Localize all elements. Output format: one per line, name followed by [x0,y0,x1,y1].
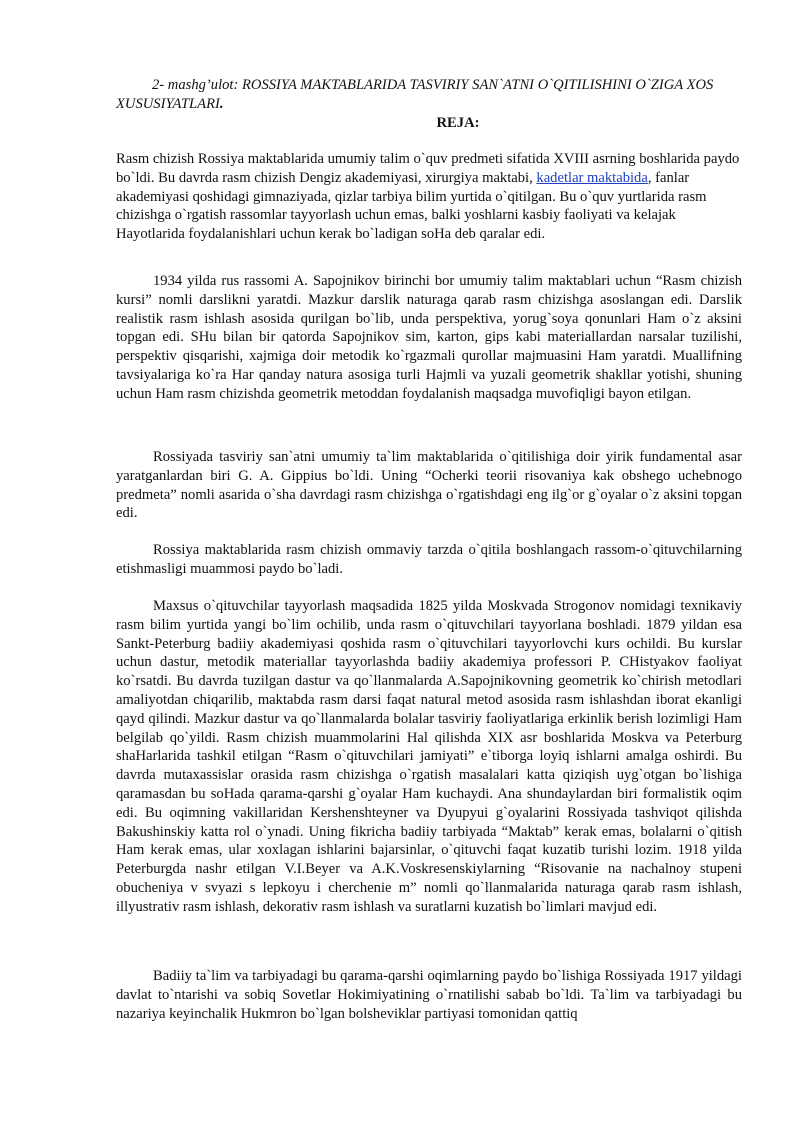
paragraph-1-end: , fanlar akademiyasi qoshidagi gimnaziyada, qizlar tarbiya bilim yurtida o`qitilgan. Bu o`quv yurtlarida rasm chizishga o`rgatish rassomlar tayyorlash uchun emas, balki yoshlarni kasbiy faoliyati va kelajak Hayotlarida foydalanishlari uchun kerak bo`ladigan soHa deb qaralar edi. [116,169,707,243]
paragraph-2: 1934 yilda rus rassomi A. Sapojnikov birinchi bor umumiy talim maktablari uchun “Rasm chizish kursi” nomli darslikni yaratdi. Mazkur darslik naturaga qarab rasm chizishga asoslangan edi. Darslik realistik rasm ishlash asosida qurilgan bo`lib, unda perspektiva, yorug`soya qonunlari Ham o`z aksini topgan edi. SHu bilan bir qatorda Sapojnikov sim, karton, gips kabi materiallardan narsalar tuzilishi, perspektiv qisqarishi, xajmiga doir metodik ko`rgazmali qurollar majmuasini Ham yaratdi. Muallifning tavsiyalariga ko`ra Har qanday natura asosiga turli Hajmli va yuzali geometrik shakllar yotishi, shuning uchun Ham rasm chizishda geometrik metoddan foydalanish maqsadga muvofiqligi bayon etilgan. [116,273,742,402]
lesson-title-text: 2- mashg’ulot: ROSSIYA MAKTABLARIDA TASVIRIY SAN`ATNI O`QITILISHINI O`ZIGA XOS XUSUSIYATLARI [116,77,714,112]
lesson-title-period: . [219,95,224,112]
paragraph-5: Maxsus o`qituvchilar tayyorlash maqsadida 1825 yilda Moskvada Strogonov nomidagi texnikaviy rasm bilim yurtida yangi bo`lim ochilib, unda rasm o`qituvchilari tayyorlana boshladi. 1879 yildan esa Sankt-Peterburg badiiy akademiyasi qoshida rasm o`qituvchilari tayyorlovchi kurs ochildi. Bu kurslar uchun dastur, metodik materiallar tayyorlashda badiiy akademiya professori P. CHistyakov faoliyat ko`rsatdi. Bu davrda tuzilgan dastur va qo`llanmalarda A.Sapojnikovning geometrik ko`chirish metodlari amaliyotdan chiqarilib, maktabda rasm darsi faqat natural metod asosida rasm ishlashdan iborat ekanligi qayd qilindi. Mazkur dastur va qo`llanmalarda bolalar tasviriy faoliyatlariga erkinlik berish lozimligi Ham belgilab qo`yildi. Rasm chizish muammolarini Hal qilishda XIX asr boshlarida Moskva va Peterburg shaHarlarida tashkil etilgan “Rasm o`qituvchilari jamiyati” e`tiborga loyiq ishlarni amalga oshirdi. Bu davrda mutaxassislar orasida rasm chizishga o`rgatish masalalari katta qiziqish uyg`otgan bo`lishiga qaramasdan bu soHada qarama-qarshi g`oyalar Ham kuchaydi. Ana shundaylardan biri formalistik oqim edi. Bu oqimning vakillaridan Kershenshteyner va Dyupyui g`oyalarini Rossiyada tashviqot qilishda Bakushinskiy katta rol o`ynadi. Uning fikricha badiiy tarbiyada “Maktab” kerak emas, bolalarni o`qitish Ham kerak emas, ular xoxlagan ishlarini bajarsinlar, o`qituvchi faqat kuzatib turishi lozim. 1918 yilda Peterburgda nashr etilgan V.I.Beyer va A.K.Voskresenskiylarning “Risovanie na nachalnoy stupeni obucheniya v svyazi s lepkoyu i cherchenie m” nomli qo`llanmalarida naturaga qarab rasm ishlash, illyustrativ rasm ishlash, dekorativ rasm ishlash va suratlarni kuzatish bo`limlari mavjud edi. [116,598,742,915]
plan-heading: REJA: [436,115,480,131]
paragraph-6: Badiiy ta`lim va tarbiyadagi bu qarama-qarshi oqimlarning paydo bo`lishiga Rossiyada 1917 yildagi davlat to`ntarishi va sobiq Sovetlar Hokimiyatining o`rnatilishi sabab bo`ldi. Ta`lim va tarbiyadagi bu nazariya keyinchalik Hukmron bo`lgan bolsheviklar partiyasi tomonidan qattiq [116,968,742,1022]
paragraph-3: Rossiyada tasviriy san`atni umumiy ta`lim maktablarida o`qitilishiga doir yirik fundamental asar yaratganlardan biri G. A. Gippius bo`ldi. Uning “Ocherki teorii risovaniya kak obshego uchebnogo predmeta” nomli asarida o`sha davrdagi rasm chizishga o`rgatishdagi eng ilg`or g`oyalar o`z aksini topgan edi. [116,449,742,522]
paragraph-1 [116,150,742,244]
kadetlar-link[interactable]: kadetlar maktabida [536,169,648,186]
lesson-title [116,76,746,114]
paragraph-4: Rossiya maktablarida rasm chizish ommaviy tarzda o`qitila boshlangach rassom-o`qituvchilarning etishmasligi muammosi paydo bo`ladi. [116,542,742,577]
paragraph-1-start: Rasm chizish Rossiya maktablarida umumiy talim o`quv predmeti sifatida XVIII asrning boshlarida paydo bo`ldi. Bu davrda rasm chizish Dengiz akademiyasi, xirurgiya maktabi, [116,151,740,186]
